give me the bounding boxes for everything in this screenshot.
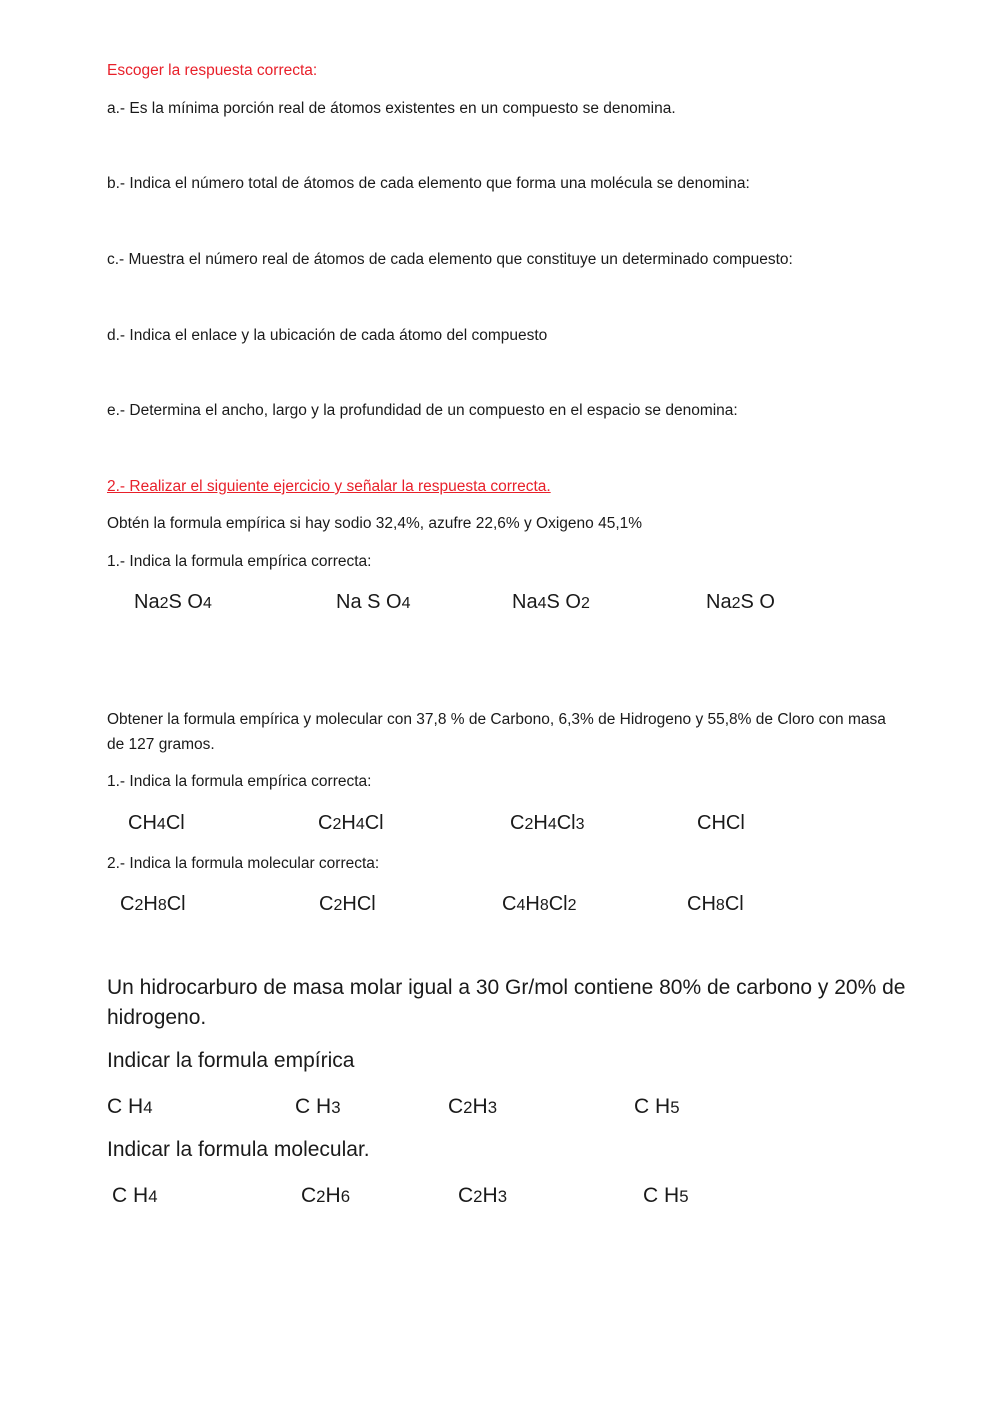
problem1-option-1[interactable]: Na2S O4: [134, 591, 212, 613]
problem2-q2-label: 2.- Indica la formula molecular correcta:: [107, 855, 380, 872]
problem2-q1-option-4[interactable]: CHCl: [697, 812, 745, 834]
problem3-q1-option-2[interactable]: C H3: [295, 1095, 341, 1118]
problem3-q2-label: Indicar la formula molecular.: [107, 1138, 370, 1161]
problem3-q2-option-2[interactable]: C2H6: [301, 1184, 351, 1207]
problem3-q1-option-3[interactable]: C2H3: [448, 1095, 498, 1118]
question-b: b.- Indica el número total de átomos de cada elemento que forma una molécula se denomina:: [107, 175, 750, 192]
problem1-q1-label: 1.- Indica la formula empírica correcta:: [107, 553, 372, 570]
question-c: c.- Muestra el número real de átomos de cada elemento que constituye un determinado compuesto:: [107, 251, 793, 268]
problem2-q2-option-4[interactable]: CH8Cl: [687, 893, 744, 915]
problem2-q2-option-1[interactable]: C2H8Cl: [120, 893, 186, 915]
problem2-q1-label: 1.- Indica la formula empírica correcta:: [107, 773, 372, 790]
problem2-q2-option-3[interactable]: C4H8Cl2: [502, 893, 577, 915]
problem3-q2-option-3[interactable]: C2H3: [458, 1184, 508, 1207]
problem3-q1-option-4[interactable]: C H5: [634, 1095, 680, 1118]
problem1-option-4[interactable]: Na2S O: [706, 591, 775, 613]
section2-heading: 2.- Realizar el siguiente ejercicio y señalar la respuesta correcta.: [107, 478, 551, 495]
question-a: a.- Es la mínima porción real de átomos existentes en un compuesto se denomina.: [107, 100, 676, 117]
problem3-q1-option-1[interactable]: C H4: [107, 1095, 153, 1118]
problem2-q1-option-3[interactable]: C2H4Cl3: [510, 812, 585, 834]
problem2-q2-option-2[interactable]: C2HCl: [319, 893, 376, 915]
problem2-q1-option-2[interactable]: C2H4Cl: [318, 812, 384, 834]
section1-heading: Escoger la respuesta correcta:: [107, 62, 318, 79]
problem3-statement: Un hidrocarburo de masa molar igual a 30 Gr/mol contiene 80% de carbono y 20% de hidrogeno.: [107, 976, 906, 1029]
problem2-q1-option-1[interactable]: CH4Cl: [128, 812, 185, 834]
problem1-option-3[interactable]: Na4S O2: [512, 591, 590, 613]
problem2-statement: Obtener la formula empírica y molecular con 37,8 % de Carbono, 6,3% de Hidrogeno y 55,8% de Cloro con masa de 127 gramos.: [107, 711, 886, 753]
question-d: d.- Indica el enlace y la ubicación de cada átomo del compuesto: [107, 327, 548, 344]
problem1-option-2[interactable]: Na S O4: [336, 591, 411, 613]
problem3-q2-option-4[interactable]: C H5: [643, 1184, 689, 1207]
question-e: e.- Determina el ancho, largo y la profundidad de un compuesto en el espacio se denomina:: [107, 402, 738, 419]
problem3-q2-option-1[interactable]: C H4: [112, 1184, 158, 1207]
problem1-statement: Obtén la formula empírica si hay sodio 32,4%, azufre 22,6% y Oxigeno 45,1%: [107, 515, 643, 532]
problem3-q1-label: Indicar la formula empírica: [107, 1049, 355, 1072]
